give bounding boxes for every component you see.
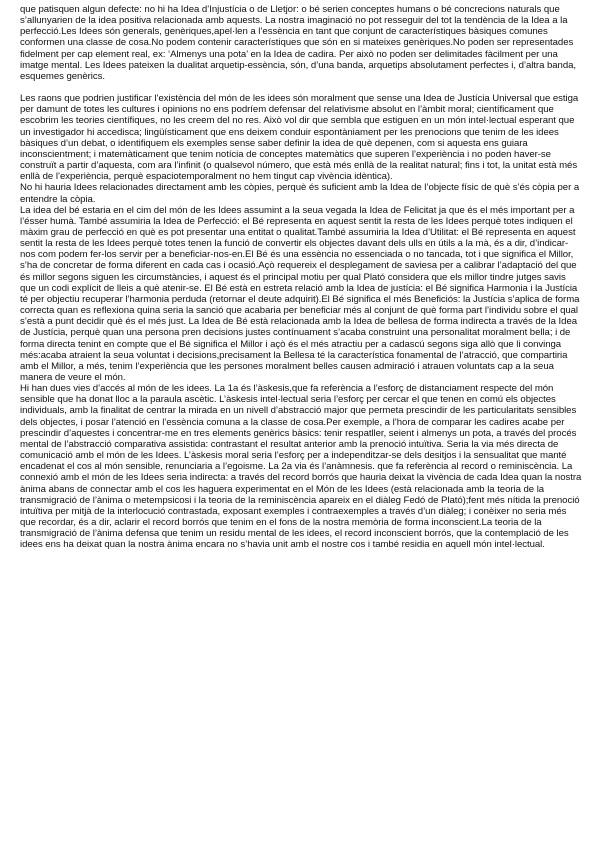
paragraph-access-paths: Hi han dues vies d’accés al món de les idees. La 1a és l’àskesis,que fa referència a l’esforç de distanciament respecte del món sensible que ha donat lloc a la paraula ascètic. L’àskesis intel·lectual seria l’esforç per cercar el que tenen en comú els objectes individuals, amb la finalitat de centrar la mirada en un nivell d’abstracció major que permeta prescindir de les particularitats sensibles dels objectes, i posar l’atenció en l’essència comuna a la classe de cosa.Per exemple, a l’hora de comparar les cadires acabe per prescindir d’aquestes i concentrar-me en tres elements genèrics bàsics: tenir respatller, seient i almenys un pota, a través del procés mental de l’abstracció comparativa assistida: contrastant el resultat anterior amb la prenoció intuïtiva. Seria la via més directa de comunicació amb el món de les Idees. L’àskesis moral seria l’esforç per a independitzar-se dels desitjos i la sensualitat que manté encadenat el cos al món sensible, renunciaria a l’egoisme. La 2a via és l’anàmnesis. que fa referència al record o reminiscència. La connexió amb el món de les Idees seria indirecta: a través del record borrós que hauria deixat la vivència de cada Idea quan la nostra ànima abans de connectar amb el cos les haguera experimentat en el Món de les Idees (està relacionada amb la teoria de la transmigració de l’ànima o metempsicosi i la teoria de la reminiscència apareix en el diàleg Fedó de Plató);fent més nítida la prenoció intuïtiva per mitjà de la interlocució contrastada, exposant exemples i contraexemples a través d’un diàleg; i conèixer no seria més que recordar, és a dir, aclarir el record borrós que tenim en el fons de la nostra memòria de forma inconscient.La teoria de la transmigració de l’ànima defensa que tenim un residu mental de les idees, el record inconscient borrós, que la contemplació de les idees ens ha deixat quan la nostra ànima encara no s’havia unit amb el nostre cos i també residia en aquell món intel·lectual. [20, 383, 582, 551]
paragraph-copies: No hi hauria Idees relacionades directament amb les còpies, perquè és suficient amb la Idea de l’objecte físic de què s’és còpia per a entendre la còpia. [20, 182, 580, 205]
paragraph-spacer [20, 82, 582, 93]
paragraph-reasons-world-of-ideas: Les raons que podrien justificar l’existència del món de les idees són moralment que sense una Idea de Justícia Universal que estiga per damunt de totes les cultures i opinions no ens podríem defensar del relativisme absolut en l’àmbit moral; científicament que escobrim les teories científiques, no les creem del no res. Això vol dir que sembla que estiguen en un món intel·lectual esperant que un investigador hi accedisca; lingüísticament que ens deixem conduir espontàniament per les prenocions que tenim de les idees bàsiques d’un debat, o identifiquem els exemples sense saber definir la idea de què depenen, com si aquesta ens guiara inconscientment; i matemàticament que tenim notícia de conceptes matemàtics que superen l’experiència i no poden haver-se construït a partir d’aquesta, com ara l’infinit (o qualsevol número, que està més enllà de la realitat natural; fins i tot, la unitat està més enllà de l’experiència, perquè espaciotemporalment no hem tingut cap vivència idèntica). [20, 93, 579, 183]
paragraph-idea-of-good: La idea del bé estaria en el cim del món de les Idees assumint a la seua vegada la Idea de Felicitat ja que és el més important per a l’ésser humà. També assumiria la Idea de Perfecció: el Bé representa en aquest sentit la resta de les Idees perquè totes indiquen el màxim grau de perfecció en què es pot presentar una entitat o qualitat.També assumiria la Idea d’Utilitat: el Bé representa en aquest sentit la resta de les Idees perquè totes tenen la funció de convertir els objectes davant dels ulls en útils a la mà, és a dir, d’indicar-nos com podem fer-los servir per a beneficiar-nos-en.El Bé és una essència no essenciada o no tancada, tot i que significa el Millor, s’ha de concretar de forma diferent en cada cas i ocasió.Açò requereix el desplegament de saviesa per a calibrar l’adaptació del que és millor segons siguen les circumstàncies, i aquest és el principal motiu per qual Plató considera que els millor tindre jutges savis que un codi explícit de lleis a què atenir-se. El Bé està en estreta relació amb la Idea de justícia: el Bé significa Harmonia i la Justícia té per objectiu recuperar l’harmonia perduda (retornar el deute adquirit).El Bé significa el més Beneficiós: la Justícia s’aplica de forma correcta quan es reflexiona quina seria la sanció que acabaria per beneficiar més al conjunt de què forma part l’individu sobre el qual s’està a punt decidir què és el més just. La Idea de Bé està relacionada amb la Idea de bellesa de forma indirecta a través de la Idea de Justícia, perquè quan una persona pren decisions justes contínuament s’acaba construint una personalitat moralment bella; i de forma directa tenint en compte que el Bé significa el Millor i açò és el més atractiu per a cadascú segons siga allò que li convinga més:acaba atraient la seua voluntat i decisions,precisament la Bellesa té la característica fonamental de l’atracció, que compartiria amb el Millor, a més, tenim l’experiència que les persones moralment belles causen admiració i atrauen voluntats cap a la seua manera de veure el món. [20, 204, 580, 383]
paragraph-ideas-properties: que patisquen algun defecte: no hi ha Idea d’Injustícia o de Lletjor: o bé serien conceptes humans o bé concrecions naturals que s’allunyarien de la idea positiva relacionada amb aquests. La nostra imaginació no pot resseguir del tot la tendència de la Idea a la perfecció.Les Idees són generals, genèriques,apel·len a l’essència en tant que conjunt de característiques bàsiques comunes conformen una classe de cosa.No podem contenir característiques que són en si mateixes genèriques.No poden ser representades fidelment per cap element real, ex: ‘Almenys una pota’ en la Idea de cadira. Per això no poden ser delimitades fàcilment per una imatge mental. Les Idees pateixen la dualitat arquetip-essència, són, d’una banda, arquetips absolutament perfectes i, d’altra banda, esquemes genèrics. [20, 4, 577, 82]
